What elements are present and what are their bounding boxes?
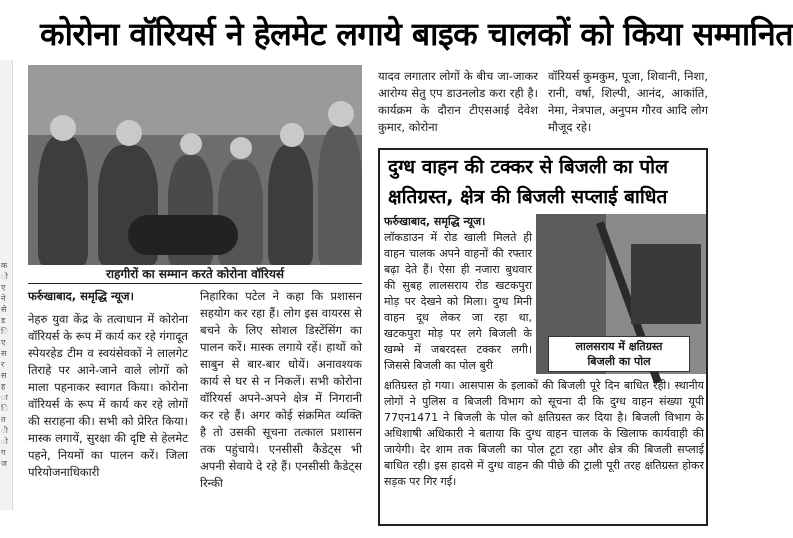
- photo-corona-warriors: [28, 65, 362, 265]
- strip-char: ज: [1, 459, 7, 468]
- strip-char: ह: [1, 382, 6, 391]
- strip-char: ड: [1, 316, 6, 325]
- strip-char: र: [1, 360, 5, 369]
- photo2-caption-line1: लालसराय में क्षतिग्रस्त: [575, 340, 663, 353]
- story1-col3-text: यादव लगातार लोगों के बीच जा-जाकर आरोग्य सेतु एप डाउनलोड करा रही है। कार्यक्रम के दौरान टीएसआई देवेश कुमार, कोरोना: [378, 69, 538, 134]
- story1-column-4: [548, 68, 708, 136]
- strip-char: ने: [1, 294, 6, 303]
- story1-col1-text: नेहरु युवा केंद्र के तत्वाधान में कोरोना वॉरियर्स के रूप में कार्य कर रहे गंगादूत स्पेयरहेड टीम व स्वयंसेवकों ने लालगेट तिराहे पर आने-जाने वाले लोगों को माला पहनाकर स्वागत किया। कोरोना वॉरियर्स के रूप में कार्य कर रहे लोगों की सराहना की। सभी को प्रेरित किया। मास्क लगायें, सुरक्षा की दृष्टि से हेलमेट पहने, नियमों का पालन करें। जिला परियोजनाधिकारी: [28, 312, 188, 479]
- story1-col2-text: निहारिका पटेल ने कहा कि प्रशासन सहयोग कर रहा हैं। लोग इस वायरस से बचने के लिए सोशल डिस्टेंसिंग का पालन करें। मास्क लगाये रहें। हाथों को साबुन से बार-बार धोयें। अनावश्यक कार्य से घर से न निकलें। सभी कोरोना वॉरियर्स अपने-अपने क्षेत्र में निगरानी कर रहे हैं। अगर कोई संक्रमित व्यक्ति है तो उसकी सूचना तत्काल प्रशासन तक पहुंचाये। एनसीसी कैडेट्स भी अपनी सेवाये दे रहे हैं। एनसीसी कैडेट्स रिन्की: [200, 289, 362, 490]
- story2-headline-line1: दुग्ध वाहन की टक्कर से बिजली का पोल: [388, 156, 668, 178]
- strip-char: ि: [1, 327, 8, 336]
- story2-narrow-text: लॉकडाउन में रोड खाली मिलते ही वाहन चालक अपने वाहनों की रफ्तार बढ़ा देते हैं। ऐसा ही नजारा बुधवार की सुबह लालसराय रोड खटकपुरा मोड़ पर देखने को मिला। दुग्ध मिनी वाहन दूध लेकर जा रहा था, खटकपुरा मोड़ पर लगे बिजली के खम्भे में जबरदस्त टक्कर लगी। जिससे बिजली का पोल बुरी: [384, 231, 532, 372]
- adjacent-column-strip: [0, 60, 13, 510]
- strip-char: ए: [1, 283, 6, 292]
- story1-byline: फर्रुखाबाद, समृद्धि न्यूज।: [28, 289, 134, 303]
- story1-column-2: [200, 288, 362, 492]
- photo2-caption-line2: बिजली का पोल: [587, 355, 651, 368]
- story2-wide-text: क्षतिग्रस्त हो गया। आसपास के इलाकों की बिजली पूरे दिन बाधित रही। स्थानीय लोगों ने पुलिस व बिजली विभाग को सूचना दी कि दुग्ध वाहन संख्या यूपी 77एन1471 ने बिजली के पोल को क्षतिग्रस्त कर दिया है। बिजली विभाग के अधिशाषी अधिकारी ने बताया कि दुग्ध वाहन चालक के खिलाफ कार्यवाही की जायेगी। देर शाम तक बिजली का पोल टूटा रहा और क्षेत्र की बिजली सप्लाई बाधित रही। इस हादसे में दुग्ध वाहन की पीछे की ट्राली पूरी तरह क्षतिग्रस्त होकर सड़क पर गिर गई।: [384, 379, 704, 488]
- strip-char: ी: [1, 426, 8, 435]
- strip-char: ा: [1, 393, 8, 402]
- strip-char: स: [1, 349, 7, 358]
- strip-char: ो: [1, 437, 8, 446]
- story2-column-narrow: [384, 214, 532, 374]
- photo-caption: राहगीरों का सम्मान करते कोरोना वॉरियर्स: [28, 265, 362, 284]
- story1-column-1: [28, 288, 188, 481]
- story2-headline: [388, 152, 700, 212]
- strip-char: क: [1, 261, 8, 270]
- strip-char: ि: [1, 404, 8, 413]
- story1-col4-text: वॉरियर्स कुमकुम, पूजा, शिवानी, निशा, रानी, वर्षा, शिल्पी, आनंद, आकांति, नेमा, नेत्रपाल, अनुपम गौरव आदि लोग मौजूद रहे।: [548, 69, 708, 134]
- strip-char: ग: [1, 448, 6, 457]
- strip-char: ए: [1, 338, 6, 347]
- story2-headline-line2: क्षतिग्रस्त, क्षेत्र की बिजली सप्लाई बाधित: [388, 186, 668, 208]
- strip-char: स: [1, 371, 7, 380]
- strip-char: ो: [1, 272, 8, 281]
- photo2-caption: [548, 336, 690, 372]
- strip-char: से: [1, 305, 7, 314]
- strip-char: त: [1, 415, 6, 424]
- headline: कोरोना वॉरियर्स ने हेलमेट लगाये बाइक चालकों को किया सम्मानित: [40, 15, 793, 53]
- story2-byline: फर्रुखाबाद, समृद्धि न्यूज।: [384, 215, 486, 228]
- story2-column-wide: [384, 378, 704, 490]
- story1-column-3: [378, 68, 538, 136]
